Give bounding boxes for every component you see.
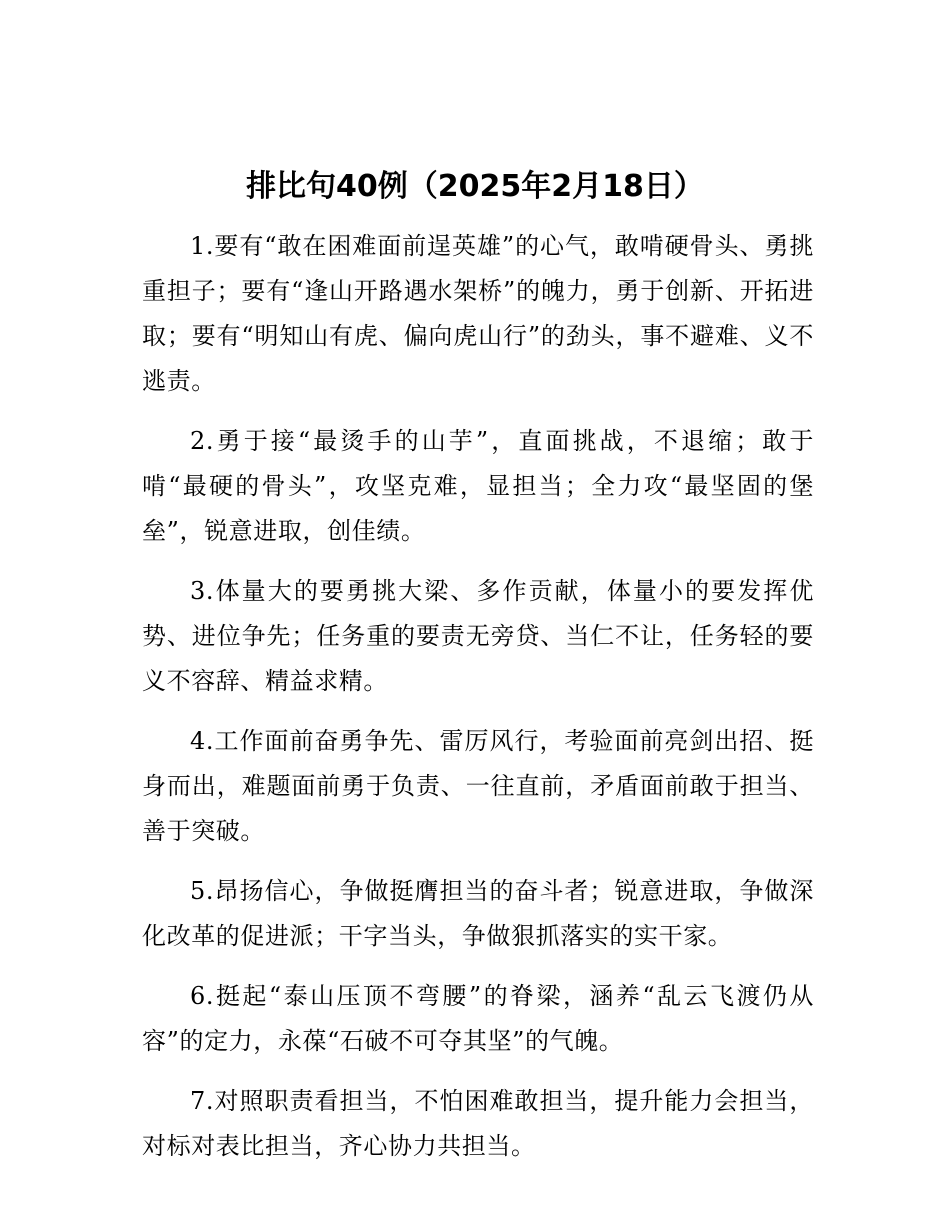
paragraph-1: 1.要有“敢在困难面前逞英雄”的心气，敢啃硬骨头、勇挑重担子；要有“逢山开路遇水架桥”的魄力，勇于创新、开拓进取；要有“明知山有虎、偏向虎山行”的劲头，事不避难、义不逃责。 (142, 232, 814, 395)
document-title: 排比句40例（2025年2月18日） (246, 169, 704, 204)
paragraph-6: 6.挺起“泰山压顶不弯腰”的脊梁，涵养“乱云飞渡仍从容”的定力，永葆“石破不可夺其坚”的气魄。 (142, 982, 814, 1055)
document-body (142, 224, 814, 1184)
paragraph-3: 3.体量大的要勇挑大梁、多作贡献，体量小的要发挥优势、进位争先；任务重的要责无旁贷、当仁不让，任务轻的要义不容辞、精益求精。 (142, 577, 814, 695)
paragraph-4: 4.工作面前奋勇争先、雷厉风行，考验面前亮剑出招、挺身而出，难题面前勇于负责、一往直前，矛盾面前敢于担当、善于突破。 (142, 727, 814, 845)
paragraph-7: 7.对照职责看担当，不怕困难敢担当，提升能力会担当，对标对表比担当，齐心协力共担当。 (142, 1087, 814, 1160)
paragraph-2: 2.勇于接“最烫手的山芋”，直面挑战，不退缩；敢于啃“最硬的骨头”，攻坚克难，显担当；全力攻“最坚固的堡垒”，锐意进取，创佳绩。 (142, 427, 814, 545)
paragraph-5: 5.昂扬信心，争做挺膺担当的奋斗者；锐意进取，争做深化改革的促进派；干字当头，争做狠抓落实的实干家。 (142, 877, 814, 950)
